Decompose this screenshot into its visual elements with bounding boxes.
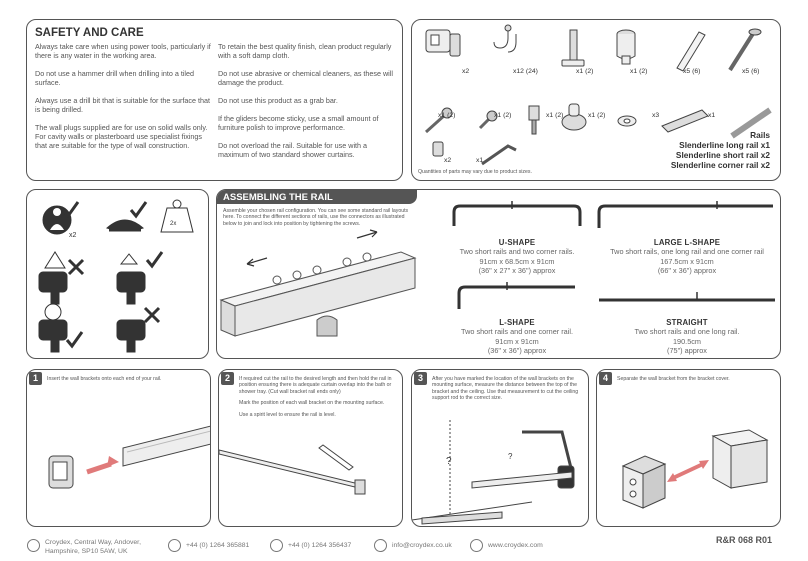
config-desc: Two short rails, one long rail and one corner rail xyxy=(610,247,764,256)
part-qty: x5 (6) xyxy=(683,68,701,75)
step-text: After you have marked the location of the wall brackets on the mounting surface, measure the distance between the top of the bracket and the ceiling. Use that measurement to cut the ceiling support rod to the correct size. xyxy=(432,376,579,402)
part-qty: x1 (2) xyxy=(438,112,456,119)
step-2-illustration xyxy=(219,370,403,527)
footer-email[interactable]: info@croydex.co.uk xyxy=(392,542,452,549)
config-desc: (75") approx xyxy=(667,346,707,355)
end-cap-part-icon xyxy=(617,30,635,64)
tools-illustrations xyxy=(27,190,209,359)
u-shape-text xyxy=(427,238,607,276)
rail-item: Slenderline long rail x1 xyxy=(679,140,770,150)
footer-address xyxy=(45,538,141,556)
warning-drill-icon xyxy=(39,252,67,304)
weight-label: 2x xyxy=(170,221,177,227)
large-l-shape-diagram xyxy=(597,204,777,234)
safety-left-text: Always take care when using power tools, particularly if there is any water in the working area. xyxy=(35,42,211,60)
grub-screw-part-icon xyxy=(529,106,539,134)
part-qty: x3 xyxy=(652,112,660,119)
wall-plug-part-icon xyxy=(677,32,705,71)
glider-hook-part-icon xyxy=(494,25,516,52)
step-number: 4 xyxy=(599,372,612,385)
location-icon xyxy=(27,539,40,552)
safety-right-text: Do not use abrasive or chemical cleaners, as these will damage the product. xyxy=(218,69,393,87)
step-text: Mark the position of each wall bracket on the mounting surface. xyxy=(239,400,385,407)
config-desc: (36" x 36") approx xyxy=(487,346,547,355)
safety-right-text: If the gliders become sticky, use a small amount of furniture polish to improve performance. xyxy=(218,114,379,132)
step-text: If required cut the rail to the desired length and then hold the rail in position ensuring there is adequate curtain overlap into the bath or shower tray. (Cut wall bracket rail ends only) xyxy=(239,376,392,395)
straight-text xyxy=(592,318,781,356)
arrow-icon xyxy=(357,230,377,238)
arrow-icon xyxy=(107,456,119,467)
step-2-panel xyxy=(218,369,403,527)
part-qty: x1 (2) xyxy=(494,112,512,119)
config-desc: (66" x 36") approx xyxy=(657,266,717,275)
step-4-illustration xyxy=(597,370,781,527)
swivel-glider-part-icon xyxy=(562,104,586,130)
footer-web[interactable]: www.croydex.com xyxy=(488,542,543,549)
step-3-panel xyxy=(411,369,589,527)
tools-panel xyxy=(26,189,209,359)
connector-part-icon xyxy=(662,110,708,132)
document-code: R&R 068 R01 xyxy=(716,535,773,545)
part-qty: x1 xyxy=(708,112,716,119)
address-line: Hampshire, SP10 5AW, UK xyxy=(45,548,128,555)
l-shape-diagram xyxy=(457,285,577,315)
footer-fax: +44 (0) 1264 356437 xyxy=(288,542,352,549)
safety-title: SAFETY AND CARE xyxy=(35,27,144,39)
safety-left-column xyxy=(35,42,215,159)
rail-item: Slenderline short rail x2 xyxy=(675,150,770,160)
l-shape-text xyxy=(427,318,607,356)
safety-right-text: To retain the best quality finish, clean product regularly with a soft damp cloth. xyxy=(218,42,392,60)
part-qty: x12 (24) xyxy=(513,68,538,75)
safety-right-text: Do not use this product as a grab bar. xyxy=(218,96,338,105)
wall-bracket-part-icon xyxy=(426,30,460,56)
step-4-panel xyxy=(596,369,781,527)
weight-icon xyxy=(161,200,193,232)
check-icon xyxy=(131,202,146,216)
config-desc: Two short rails and two corner rails. xyxy=(459,247,575,256)
phone-icon xyxy=(168,539,181,552)
step-number: 3 xyxy=(414,372,427,385)
u-shape-diagram xyxy=(452,204,582,234)
straight-diagram xyxy=(597,290,777,320)
large-l-shape-text xyxy=(592,238,781,276)
check-icon xyxy=(147,252,162,266)
config-title: STRAIGHT xyxy=(666,318,708,327)
step-number: 2 xyxy=(221,372,234,385)
step-number: 1 xyxy=(29,372,42,385)
person-count: x2 xyxy=(69,232,77,239)
part-qty: x1 (2) xyxy=(630,68,648,75)
safety-left-text: The wall plugs supplied are for use on solid walls only. For cavity walls or plasterboard use specialist fixings that are suitable for the type of wall construction. xyxy=(35,123,208,150)
step-text: Insert the wall brackets onto each end of your rail. xyxy=(47,376,162,382)
goggles-icon xyxy=(107,220,143,231)
assembly-panel xyxy=(216,189,781,359)
arrow-icon xyxy=(247,258,267,266)
config-title: U-SHAPE xyxy=(498,238,536,247)
connector-assembly-illustration xyxy=(217,240,417,359)
parts-panel xyxy=(411,19,781,181)
part-qty: x5 (6) xyxy=(742,68,760,75)
config-desc: 190.5cm xyxy=(673,336,701,346)
drill-icon xyxy=(117,254,145,304)
part-qty: x2 xyxy=(462,68,470,75)
config-desc: Two short rails and one long rail. xyxy=(634,327,740,336)
cross-icon xyxy=(69,260,83,274)
rails-list xyxy=(671,130,770,170)
step-3-illustration xyxy=(412,370,589,527)
assembly-intro: Assemble your chosen rail configuration. You can see some standard rail layouts here. To connect the different sections of rails, use the connectors as illustrated below to join and lock into position by tightening the screws. xyxy=(223,208,409,227)
tile-drill-icon xyxy=(117,320,145,352)
allen-key-part-icon xyxy=(482,146,516,164)
long-screw-part-icon xyxy=(730,29,761,70)
step-1-illustration xyxy=(27,370,211,527)
safety-panel xyxy=(26,19,403,181)
part-qty: x2 xyxy=(444,157,452,164)
config-desc: 91cm x 91cm xyxy=(495,336,539,346)
part-qty: x1 (2) xyxy=(546,112,564,119)
address-line: Croydex, Central Way, Andover, xyxy=(45,539,141,546)
safety-left-text: Always use a drill bit that is suitable for the surface that is being drilled. xyxy=(35,96,210,114)
config-desc: Two short rails and one corner rail. xyxy=(461,327,573,336)
fax-icon xyxy=(270,539,283,552)
email-icon xyxy=(374,539,387,552)
config-title: L-SHAPE xyxy=(499,318,535,327)
check-icon xyxy=(67,332,82,346)
question-mark: ? xyxy=(446,456,452,467)
double-arrow-icon xyxy=(673,464,703,478)
safety-left-text: Do not use a hammer drill when drilling into a tiled surface. xyxy=(35,69,195,87)
two-person-icon xyxy=(43,206,71,234)
step-text: Use a spirit level to ensure the rail is level. xyxy=(239,411,336,418)
parts-note: Quantities of parts may vary due to product sizes. xyxy=(418,169,532,175)
config-title: LARGE L-SHAPE xyxy=(653,238,721,247)
config-desc: 167.5cm x 91cm xyxy=(660,256,714,266)
assembly-title: ASSEMBLING THE RAIL xyxy=(223,192,333,203)
safety-right-text: Do not overload the rail. Suitable for use with a maximum of two standard shower curtains. xyxy=(218,141,368,159)
safety-right-column xyxy=(218,42,398,168)
footer-phone: +44 (0) 1264 365881 xyxy=(186,542,250,549)
step-1-panel xyxy=(26,369,211,527)
ceiling-support-part-icon xyxy=(562,30,584,66)
config-desc: (36" x 27" x 36") approx xyxy=(478,266,556,275)
step-text: Separate the wall bracket from the bracket cover. xyxy=(617,376,730,382)
part-qty: x1 (2) xyxy=(588,112,606,119)
hammer-drill-icon xyxy=(39,304,67,352)
config-desc: 91cm x 68.5cm x 91cm xyxy=(479,256,555,266)
question-mark: ? xyxy=(508,452,513,461)
part-qty: x1 xyxy=(476,157,484,164)
rail-item: Slenderline corner rail x2 xyxy=(670,160,770,170)
cap-screw-part-icon xyxy=(433,142,443,156)
part-qty: x1 (2) xyxy=(576,68,594,75)
washer-part-icon xyxy=(618,116,636,126)
web-icon xyxy=(470,539,483,552)
cross-icon xyxy=(145,308,159,322)
rails-title: Rails xyxy=(750,130,770,140)
